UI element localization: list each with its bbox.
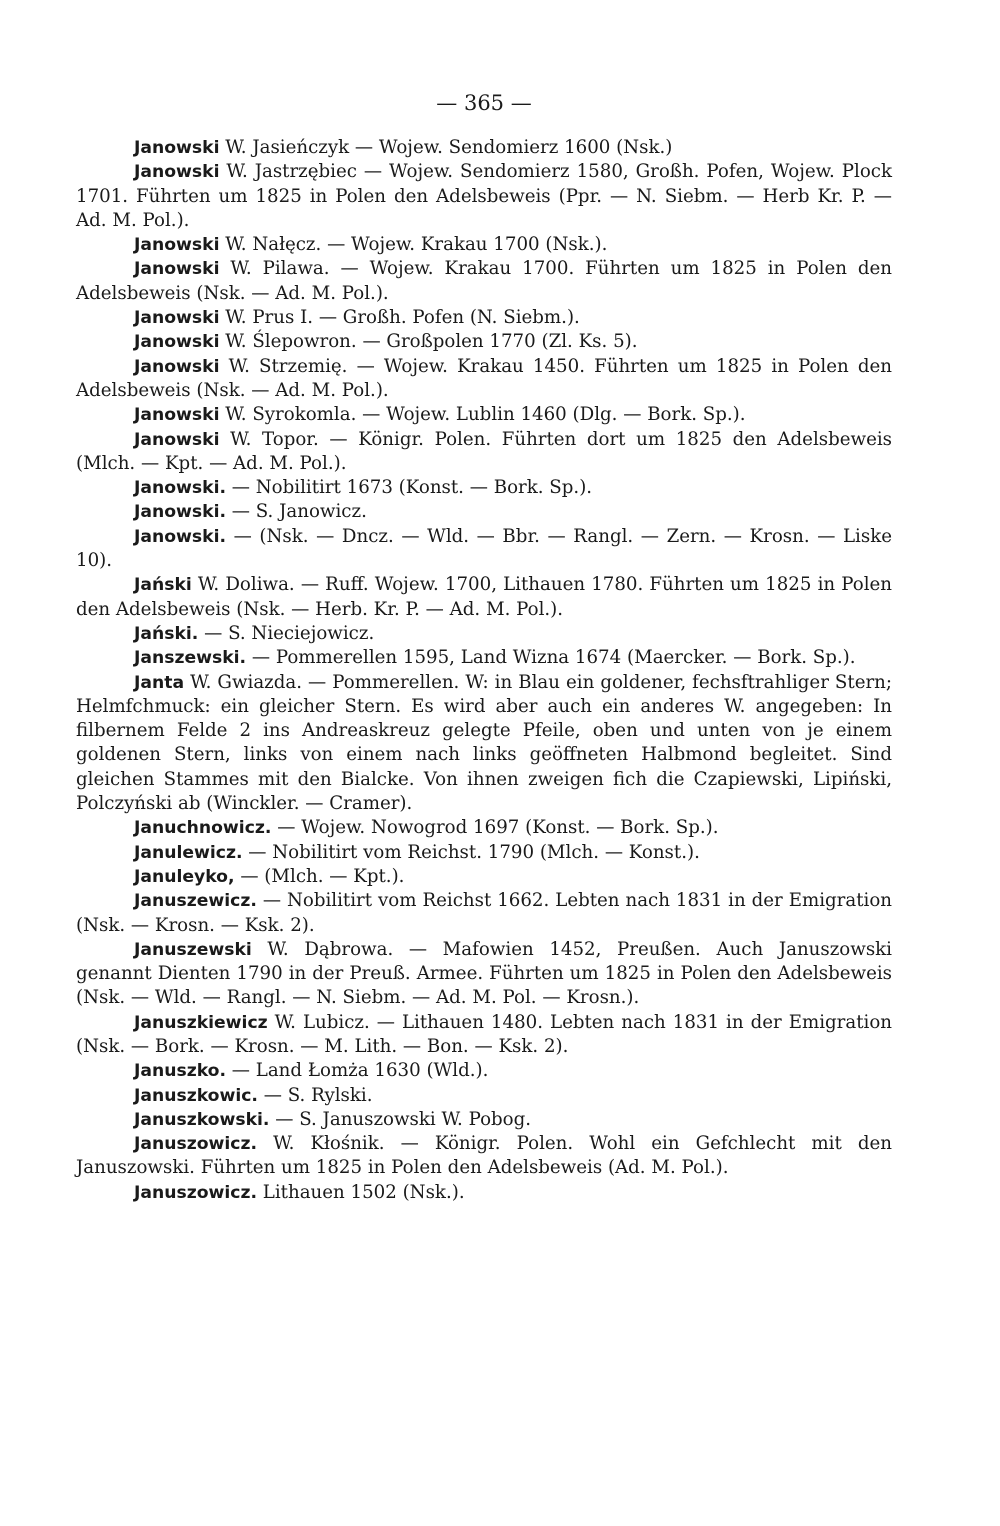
entry	[76, 403, 892, 427]
entry-text: — S. Rylski.	[257, 1084, 373, 1106]
entry-name: Janowski.	[134, 526, 226, 547]
entry-list	[76, 136, 892, 1205]
entry-text: — S. Nieciejowicz.	[198, 622, 375, 644]
entry-name: Janta	[134, 672, 185, 693]
entry-name: Januszowicz.	[134, 1134, 257, 1155]
entry-text: W. Lubicz. — Lithauen 1480. Lebten nach 1831 in der Emigration (Nsk. — Bork. — Krosn. — M. Lith. — Bon. — Ksk. 2).	[76, 1011, 892, 1057]
entry-text: W. Kłośnik. — Königr. Polen. Wohl ein Gefchlecht mit den Januszowski. Führten um 1825 in Polen den Adelsbeweis (Ad. M. Pol.).	[76, 1133, 892, 1179]
entry-name: Janowski	[134, 308, 220, 329]
entry	[76, 136, 892, 160]
entry-name: Januszkowic.	[134, 1085, 258, 1106]
entry-text: W. Topor. — Königr. Polen. Führten dort um 1825 den Adelsbeweis (Mlch. — Kpt. — Ad. M. Pol.).	[76, 428, 892, 474]
entry-text: W. Strzemię. — Wojew. Krakau 1450. Führten um 1825 in Polen den Adelsbeweis (Nsk. — Ad. M. Pol.).	[76, 355, 892, 401]
entry-text: — Nobilitirt vom Reichst. 1790 (Mlch. — Konst.).	[242, 841, 700, 863]
page-number: — 365 —	[436, 91, 532, 115]
entry-name: Jański.	[134, 623, 199, 644]
entry	[76, 1059, 892, 1083]
entry	[76, 622, 892, 646]
entry-name: Januchnowicz.	[134, 818, 272, 839]
entry-name: Janulewicz.	[134, 842, 243, 863]
entry	[76, 306, 892, 330]
entry-name: Janszewski.	[134, 648, 247, 669]
entry-name: Januszko.	[134, 1061, 227, 1082]
entry-name: Januszewski	[134, 939, 252, 960]
entry-text: W. Pilawa. — Wojew. Krakau 1700. Führten um 1825 in Polen den Adelsbeweis (Nsk. — Ad. M. Pol.).	[76, 258, 892, 304]
entry	[76, 428, 892, 477]
entry-name: Janowski	[134, 405, 220, 426]
entry-text: W. Prus I. — Großh. Pofen (N. Siebm.).	[219, 307, 580, 329]
entry-text: — (Mlch. — Kpt.).	[234, 865, 405, 887]
entry-name: Janowski.	[134, 502, 226, 523]
document-page	[76, 84, 892, 1205]
entry-text: W. Ślepowron. — Großpolen 1770 (Zl. Ks. 5).	[219, 331, 638, 353]
entry	[76, 1132, 892, 1181]
entry-text: W. Jasieńczyk — Wojew. Sendomierz 1600 (Nsk.)	[219, 137, 673, 158]
entry	[76, 1108, 892, 1132]
entry-name: Janowski	[134, 138, 220, 158]
entry	[76, 938, 892, 1011]
entry	[76, 646, 892, 670]
entry-name: Janowski	[134, 235, 220, 256]
entry-text: — Land Łomża 1630 (Wld.).	[226, 1060, 489, 1082]
entry	[76, 865, 892, 889]
entry-text: W. Syrokomla. — Wojew. Lublin 1460 (Dlg. — Bork. Sp.).	[219, 404, 746, 426]
entry-text: — Wojew. Nowogrod 1697 (Konst. — Bork. Sp.).	[271, 817, 719, 839]
entry-text: W. Nałęcz. — Wojew. Krakau 1700 (Nsk.).	[219, 234, 608, 256]
entry-text: W. Dąbrowa. — Mafowien 1452, Preußen. Auch Januszowski genannt Dienten 1790 in der Preuß. Armee. Führten um 1825 in Polen den Adelsbeweis (Nsk. — Wld. — Rangl. — N. Siebm. — Ad. M. Pol. — Krosn.).	[76, 938, 892, 1009]
entry-text: — Pommerellen 1595, Land Wizna 1674 (Maercker. — Bork. Sp.).	[246, 647, 856, 669]
entry-name: Januleyko,	[134, 866, 235, 887]
entry-name: Januszewicz.	[134, 891, 257, 912]
entry	[76, 355, 892, 404]
entry-text: — Nobilitirt vom Reichst 1662. Lebten nach 1831 in der Emigration (Nsk. — Krosn. — Ksk. 2).	[76, 890, 892, 936]
entry	[76, 841, 892, 865]
entry-name: Janowski.	[134, 478, 226, 499]
entry-text: W. Doliwa. — Ruff. Wojew. 1700, Lithauen 1780. Führten um 1825 in Polen den Adelsbeweis (Nsk. — Herb. Kr. P. — Ad. M. Pol.).	[76, 574, 892, 620]
entry	[76, 233, 892, 257]
entry-text: W. Gwiazda. — Pommerellen. W: in Blau ein goldener, fechsftrahliger Stern; Helmfchmuck: ein gleicher Stern. Es wird aber auch ein anderes W. angegeben: In filbernem Felde 2 ins Andreaskreuz gelegte Pfeile, oben und unten von je einem goldenen Stern, links von einem nach links geöffneten Halbmond begleitet. Sind gleichen Stammes mit den Bialcke. Von ihnen zweigen fich die Czapiewski, Lipiński, Polczyński ab (Winckler. — Cramer).	[76, 671, 892, 815]
entry	[76, 573, 892, 622]
entry-name: Januszkiewicz	[134, 1012, 268, 1033]
entry-text: — Nobilitirt 1673 (Konst. — Bork. Sp.).	[226, 477, 593, 499]
entry-text: — S. Janowicz.	[226, 501, 367, 523]
entry	[76, 1181, 892, 1205]
entry	[76, 1084, 892, 1108]
entry-name: Janowski	[134, 259, 220, 280]
entry	[76, 525, 892, 574]
entry	[76, 160, 892, 233]
entry	[76, 671, 892, 817]
entry-text: Lithauen 1502 (Nsk.).	[257, 1181, 465, 1203]
entry-name: Janowski	[134, 332, 220, 353]
entry	[76, 257, 892, 306]
entry-name: Janowski	[134, 429, 220, 450]
entry	[76, 476, 892, 500]
entry-name: Janowski	[134, 162, 220, 183]
entry	[76, 889, 892, 938]
entry-text: W. Jastrzębiec — Wojew. Sendomierz 1580, Großh. Pofen, Wojew. Plock 1701. Führten um 1825 in Polen den Adelsbeweis (Ppr. — N. Siebm. — Herb Kr. P. — Ad. M. Pol.).	[76, 161, 892, 231]
entry-text: — (Nsk. — Dncz. — Wld. — Bbr. — Rangl. — Zern. — Krosn. — Liske 10).	[76, 525, 892, 572]
entry	[76, 1011, 892, 1060]
entry-name: Januszowicz.	[134, 1182, 257, 1203]
entry-name: Jański	[134, 575, 192, 596]
entry-name: Janowski	[134, 356, 220, 377]
entry-text: — S. Januszowski W. Pobog.	[269, 1108, 532, 1130]
entry	[76, 500, 892, 524]
entry	[76, 330, 892, 354]
entry-name: Januszkowski.	[134, 1109, 270, 1130]
entry	[76, 816, 892, 840]
